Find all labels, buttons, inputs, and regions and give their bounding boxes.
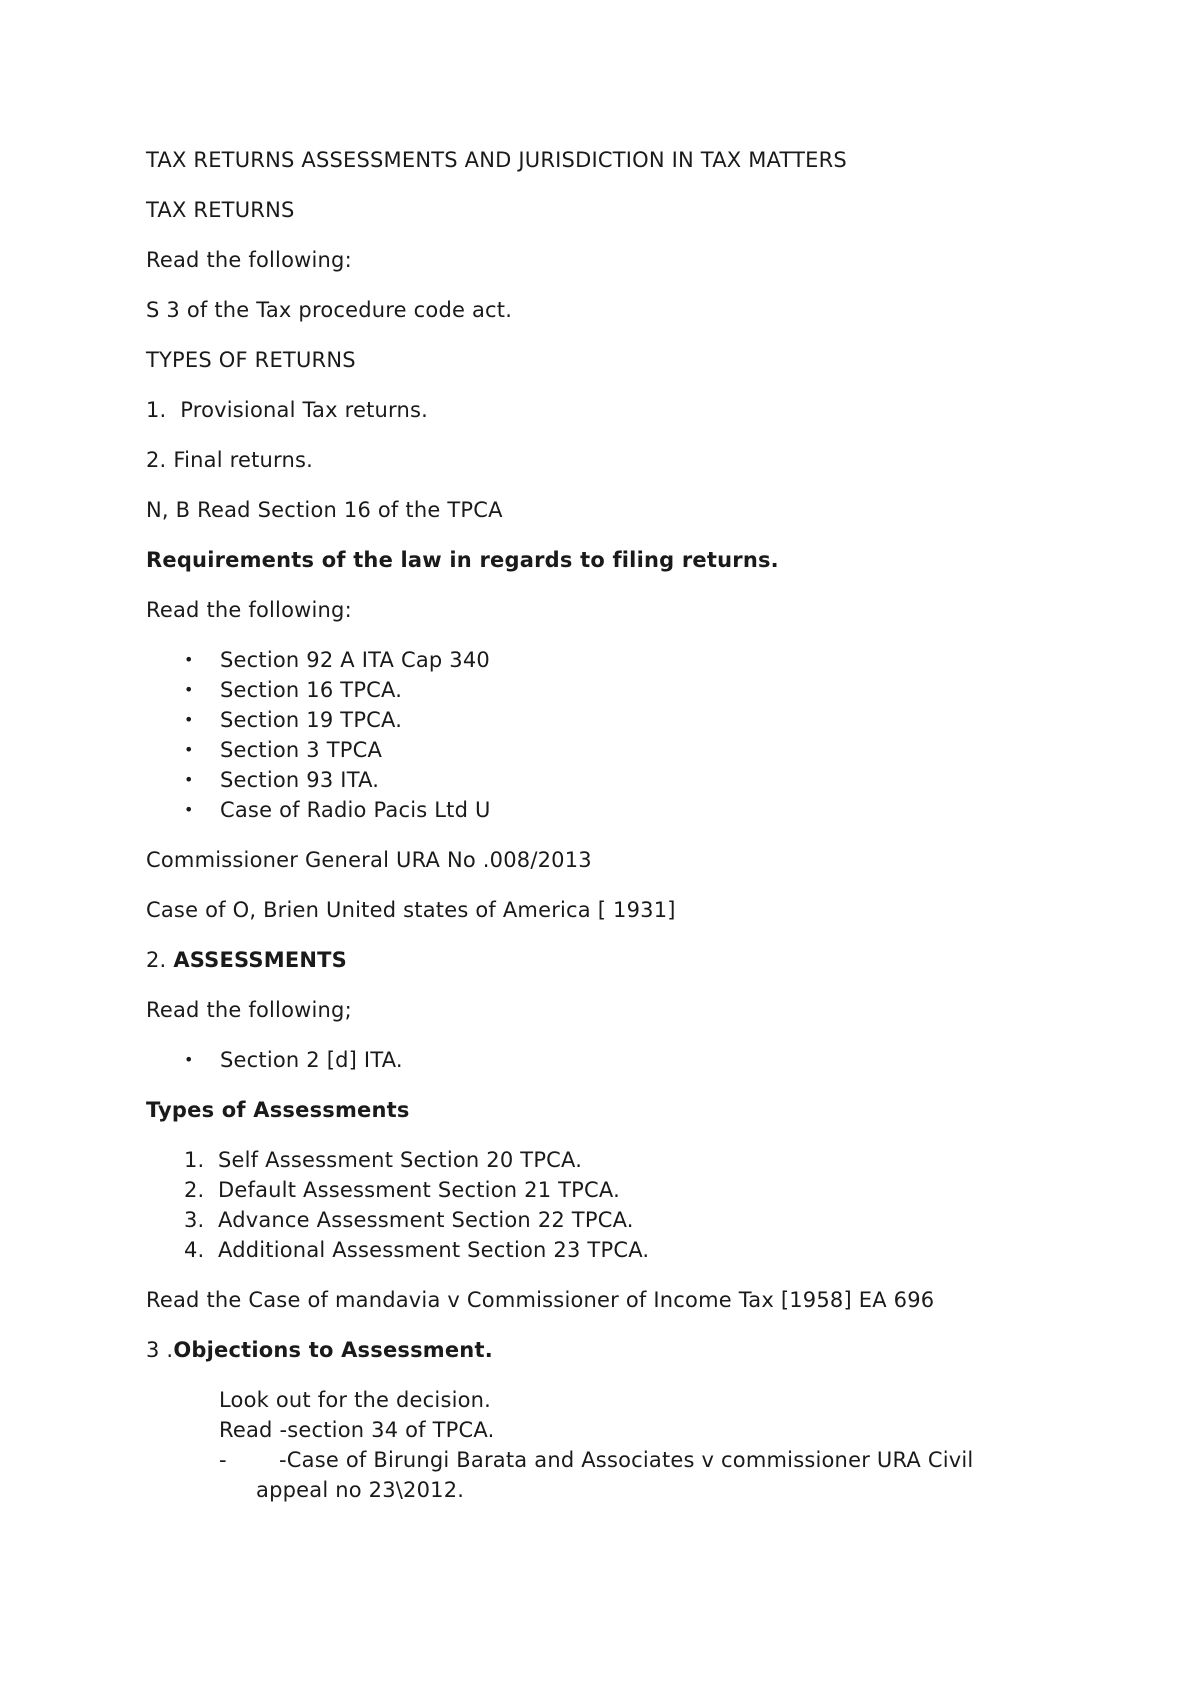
bullet-icon: • xyxy=(184,800,194,819)
section-title: Objections to Assessment. xyxy=(173,1338,493,1362)
read-following-text: Read the following: xyxy=(146,598,352,622)
commissioner-reference: Commissioner General URA No .008/2013 xyxy=(146,848,592,872)
list-item-text: Additional Assessment Section 23 TPCA. xyxy=(218,1238,650,1262)
list-item xyxy=(184,1147,582,1173)
dash-item xyxy=(219,1447,973,1473)
list-marker: 2. xyxy=(184,1178,205,1202)
read-section34-text: Read -section 34 of TPCA. xyxy=(219,1418,495,1442)
heading-objections xyxy=(146,1337,493,1363)
read-following-text: Read the following: xyxy=(146,248,352,272)
bullet-icon: • xyxy=(184,740,194,759)
heading-tax-returns: TAX RETURNS xyxy=(146,198,295,222)
list-item xyxy=(184,1207,634,1233)
list-marker: 1. xyxy=(184,1148,205,1172)
obrien-case-reference: Case of O, Brien United states of America [ 1931] xyxy=(146,898,676,922)
bullet-text: Section 16 TPCA. xyxy=(220,678,403,702)
nb-note: N, B Read Section 16 of the TPCA xyxy=(146,498,503,522)
bullet-text: Section 93 ITA. xyxy=(220,768,380,792)
dash-item-text: -Case of Birungi Barata and Associates v commissioner URA Civil xyxy=(279,1448,974,1472)
bullet-icon: • xyxy=(184,770,194,789)
read-following-text: Read the following; xyxy=(146,998,352,1022)
list-item-text: Final returns. xyxy=(173,448,314,472)
dash-marker: - xyxy=(219,1448,227,1472)
lookout-text: Look out for the decision. xyxy=(219,1388,492,1412)
bullet-icon: • xyxy=(184,680,194,699)
bullet-icon: • xyxy=(184,650,194,669)
bullet-text: Section 2 [d] ITA. xyxy=(220,1048,403,1072)
bullet-text: Case of Radio Pacis Ltd U xyxy=(220,798,491,822)
list-marker: 2. xyxy=(146,448,167,472)
list-item-text: Default Assessment Section 21 TPCA. xyxy=(218,1178,620,1202)
list-item-text: Advance Assessment Section 22 TPCA. xyxy=(218,1208,634,1232)
bullet-item xyxy=(184,647,490,673)
list-item xyxy=(146,447,313,473)
bullet-text: Section 19 TPCA. xyxy=(220,708,403,732)
bullet-item xyxy=(184,1047,403,1073)
bullet-item xyxy=(184,737,382,763)
bullet-text: Section 92 A ITA Cap 340 xyxy=(220,648,490,672)
list-item-text: Provisional Tax returns. xyxy=(180,398,429,422)
heading-types-of-assessments: Types of Assessments xyxy=(146,1098,410,1122)
dash-item-continuation: appeal no 23\2012. xyxy=(256,1478,465,1502)
heading-types-of-returns: TYPES OF RETURNS xyxy=(146,348,356,372)
heading-requirements: Requirements of the law in regards to filing returns. xyxy=(146,548,779,572)
section-number: 2. xyxy=(146,948,174,972)
list-item xyxy=(184,1237,649,1263)
section-number: 3 . xyxy=(146,1338,174,1362)
section-title: ASSESSMENTS xyxy=(173,948,347,972)
document-title: TAX RETURNS ASSESSMENTS AND JURISDICTION IN TAX MATTERS xyxy=(146,148,847,172)
bullet-item xyxy=(184,797,491,823)
bullet-item xyxy=(184,677,402,703)
list-marker: 1. xyxy=(146,398,167,422)
bullet-text: Section 3 TPCA xyxy=(220,738,383,762)
list-item-text: Self Assessment Section 20 TPCA. xyxy=(218,1148,583,1172)
list-marker: 3. xyxy=(184,1208,205,1232)
list-item xyxy=(146,397,428,423)
list-item xyxy=(184,1177,620,1203)
bullet-item xyxy=(184,767,379,793)
bullet-icon: • xyxy=(184,1050,194,1069)
bullet-item xyxy=(184,707,402,733)
s3-reference: S 3 of the Tax procedure code act. xyxy=(146,298,513,322)
mandavia-case-reference: Read the Case of mandavia v Commissioner of Income Tax [1958] EA 696 xyxy=(146,1288,935,1312)
list-marker: 4. xyxy=(184,1238,205,1262)
bullet-icon: • xyxy=(184,710,194,729)
heading-assessments xyxy=(146,947,347,973)
